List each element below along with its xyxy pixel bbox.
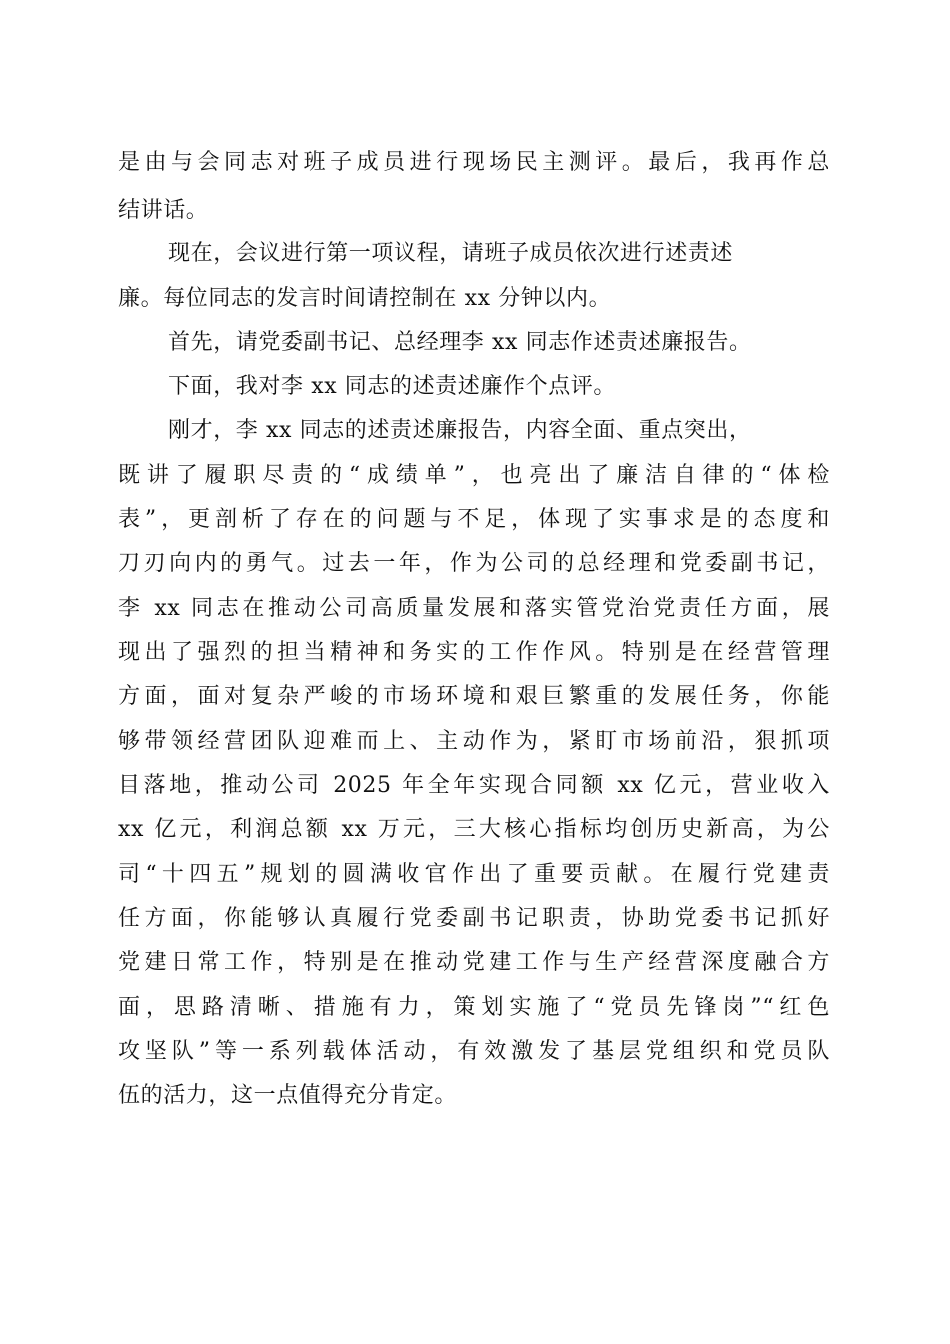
paragraph-line: 目落地，推动公司 2025 年全年实现合同额 xx 亿元，营业收入 bbox=[118, 773, 830, 798]
paragraph-line: 司“十四五”规划的圆满收官作出了重要贡献。在履行党建责 bbox=[118, 862, 830, 887]
paragraph-line: 够带领经营团队迎难而上、主动作为，紧盯市场前沿，狠抓项 bbox=[118, 729, 830, 754]
paragraph-line: 党建日常工作，特别是在推动党建工作与生产经营深度融合方 bbox=[118, 950, 830, 975]
paragraph-line: 是由与会同志对班子成员进行现场民主测评。最后，我再作总 bbox=[118, 150, 830, 175]
paragraph-line: 既讲了履职尽责的“成绩单”，也亮出了廉洁自律的“体检 bbox=[118, 463, 830, 488]
paragraph-line: xx 亿元，利润总额 xx 万元，三大核心指标均创历史新高，为公 bbox=[118, 817, 830, 842]
paragraph-line: 刀刃向内的勇气。过去一年，作为公司的总经理和党委副书记， bbox=[118, 551, 830, 576]
paragraph-line: 廉。每位同志的发言时间请控制在 xx 分钟以内。 bbox=[118, 286, 612, 311]
paragraph-line: 面，思路清晰、措施有力，策划实施了“党员先锋岗”“红色 bbox=[118, 995, 830, 1020]
paragraph-line: 刚才，李 xx 同志的述责述廉报告，内容全面、重点突出， bbox=[168, 418, 752, 443]
paragraph-line: 结讲话。 bbox=[118, 198, 209, 223]
paragraph-line: 攻坚队”等一系列载体活动，有效激发了基层党组织和党员队 bbox=[118, 1039, 830, 1064]
paragraph-line: 现出了强烈的担当精神和务实的工作作风。特别是在经营管理 bbox=[118, 640, 830, 665]
paragraph-line: 现在，会议进行第一项议程，请班子成员依次进行述责述 bbox=[168, 241, 734, 266]
paragraph-line: 下面，我对李 xx 同志的述责述廉作个点评。 bbox=[168, 374, 617, 399]
paragraph-line: 伍的活力，这一点值得充分肯定。 bbox=[118, 1083, 458, 1108]
paragraph-line: 首先，请党委副书记、总经理李 xx 同志作述责述廉报告。 bbox=[168, 330, 752, 355]
paragraph-line: 表”，更剖析了存在的问题与不足，体现了实事求是的态度和 bbox=[118, 507, 830, 532]
paragraph-line: 任方面，你能够认真履行党委副书记职责，协助党委书记抓好 bbox=[118, 906, 830, 931]
paragraph-line: 方面，面对复杂严峻的市场环境和艰巨繁重的发展任务，你能 bbox=[118, 684, 830, 709]
paragraph-line: 李 xx 同志在推动公司高质量发展和落实管党治党责任方面，展 bbox=[118, 596, 830, 621]
